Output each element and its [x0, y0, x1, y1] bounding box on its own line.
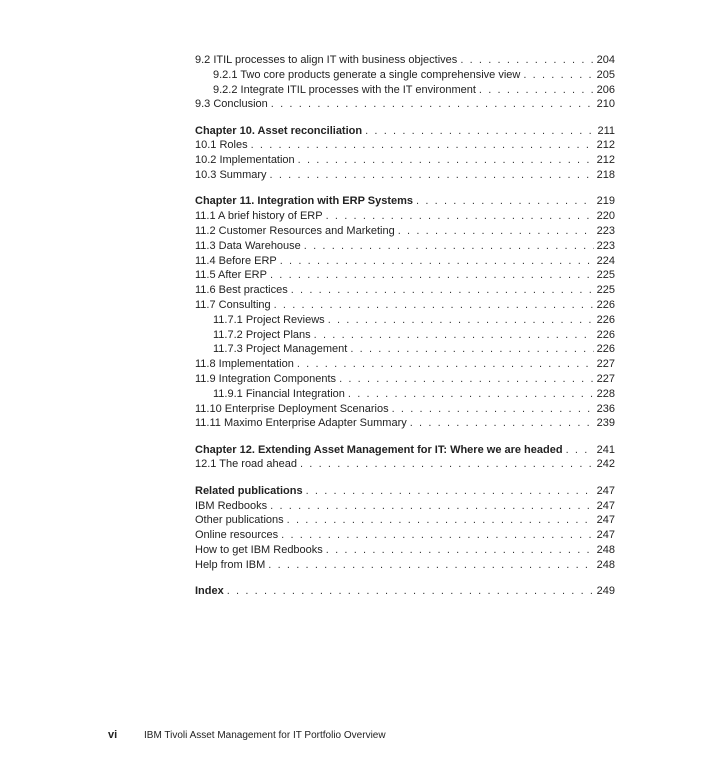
toc-leader-dots [362, 124, 594, 139]
toc-entry-title: 11.7.1 Project Reviews [213, 313, 325, 326]
toc-entry[interactable] [195, 168, 615, 183]
toc-entry-title: 9.3 Conclusion [195, 98, 268, 111]
toc-leader-dots [277, 254, 594, 269]
toc-entry-page: 226 [596, 298, 615, 311]
toc-chapter-entry[interactable] [195, 584, 615, 599]
toc-entry-title: 11.7.2 Project Plans [213, 328, 311, 341]
toc-leader-dots [311, 328, 594, 343]
toc-entry[interactable] [195, 402, 615, 417]
toc-leader-dots [271, 298, 594, 313]
toc-entry-page: 206 [596, 83, 615, 96]
toc-entry-page: 211 [597, 124, 615, 137]
toc-entry-title: Chapter 10. Asset reconciliation [195, 124, 363, 137]
toc-leader-dots [288, 283, 594, 298]
toc-leader-dots [303, 484, 594, 499]
toc-entry[interactable] [195, 83, 615, 98]
toc-entry-page: 228 [596, 387, 615, 400]
toc-entry[interactable] [195, 372, 615, 387]
toc-entry-title: 11.3 Data Warehouse [195, 239, 301, 252]
toc-entry-title: Chapter 12. Extending Asset Management for IT: Where we are headed [195, 443, 563, 456]
toc-entry[interactable] [195, 97, 615, 112]
toc-leader-dots [248, 138, 594, 153]
toc-entry[interactable] [195, 387, 615, 402]
toc-leader-dots [323, 543, 594, 558]
toc-entry[interactable] [195, 138, 615, 153]
toc-entry-title: 11.10 Enterprise Deployment Scenarios [195, 402, 389, 415]
toc-leader-dots [563, 443, 594, 458]
toc-leader-dots [395, 224, 594, 239]
toc-entry-title: How to get IBM Redbooks [195, 543, 323, 556]
toc-entry-page: 249 [596, 585, 615, 597]
toc-entry-page: 241 [596, 443, 615, 456]
toc-entry-page: 247 [596, 484, 615, 497]
toc-leader-dots [457, 53, 593, 68]
book-title: IBM Tivoli Asset Management for IT Portfolio Overview [144, 730, 386, 741]
toc-entry[interactable] [195, 328, 615, 343]
toc-leader-dots [476, 83, 594, 98]
toc-entry[interactable] [195, 313, 615, 328]
toc-entry-title: 9.2.1 Two core products generate a single comprehensive view [213, 68, 521, 81]
toc-entry-title: 11.6 Best practices [195, 284, 288, 297]
toc-entry[interactable] [195, 416, 615, 431]
toc-entry[interactable] [195, 153, 615, 168]
toc-entry-page: 204 [596, 54, 615, 66]
toc-entry-page: 242 [596, 458, 615, 471]
toc-leader-dots [278, 528, 593, 543]
toc-entry-title: Index [195, 585, 224, 597]
toc-entry[interactable] [195, 239, 615, 254]
toc-entry-page: 227 [596, 372, 615, 385]
toc-entry-title: 10.2 Implementation [195, 154, 295, 167]
toc-leader-dots [323, 209, 594, 224]
toc-entry-page: 220 [596, 210, 615, 223]
toc-entry-title: 11.4 Before ERP [195, 254, 277, 267]
toc-leader-dots [389, 402, 594, 417]
toc-entry-page: 247 [596, 499, 615, 512]
toc-chapter-entry[interactable] [195, 124, 615, 139]
toc-entry-page: 212 [596, 139, 615, 152]
toc-entry-page: 236 [596, 402, 615, 415]
toc-entry-title: 11.7.3 Project Management [213, 343, 348, 356]
toc-leader-dots [407, 416, 594, 431]
toc-leader-dots [520, 68, 593, 83]
toc-leader-dots [301, 239, 594, 254]
toc-entry[interactable] [195, 268, 615, 283]
page-number: vi [108, 729, 118, 741]
toc-chapter-entry[interactable] [195, 484, 615, 499]
toc-entry-page: 223 [596, 239, 615, 252]
toc-entry-title: 12.1 The road ahead [195, 458, 297, 471]
toc-entry-title: 11.7 Consulting [195, 298, 271, 311]
toc-entry-page: 225 [596, 269, 615, 282]
toc-entry-title: 11.2 Customer Resources and Marketing [195, 224, 395, 237]
toc-entry[interactable] [195, 558, 615, 573]
toc-entry-title: Related publications [195, 484, 303, 497]
toc-leader-dots [345, 387, 594, 402]
toc-entry-page: 210 [596, 98, 615, 111]
toc-entry-page: 223 [596, 224, 615, 237]
toc-entry[interactable] [195, 254, 615, 269]
toc-entry-page: 239 [596, 417, 615, 430]
toc-entry[interactable] [195, 283, 615, 298]
toc-entry[interactable] [195, 457, 615, 472]
page-footer [108, 729, 386, 741]
toc-entry-page: 212 [596, 154, 615, 167]
toc-entry-title: Chapter 11. Integration with ERP Systems [195, 195, 414, 208]
toc-chapter-entry[interactable] [195, 443, 615, 458]
toc-entry-page: 226 [596, 313, 615, 326]
toc-leader-dots [336, 372, 594, 387]
toc-leader-dots [267, 499, 593, 514]
toc-entry-page: 218 [596, 169, 615, 182]
toc-entry-page: 226 [596, 328, 615, 341]
toc-entry-page: 224 [596, 254, 615, 267]
toc-entry-title: Help from IBM [195, 558, 266, 571]
toc-entry[interactable] [195, 298, 615, 313]
toc-entry-title: 11.9.1 Financial Integration [213, 387, 345, 400]
toc-leader-dots [413, 194, 594, 209]
toc-entry-page: 248 [596, 558, 615, 571]
toc-entry-title: 9.2 ITIL processes to align IT with business objectives [195, 54, 458, 66]
toc-entry-page: 247 [596, 529, 615, 542]
toc-leader-dots [284, 513, 594, 528]
toc-entry-title: 9.2.2 Integrate ITIL processes with the IT environment [213, 83, 476, 96]
toc-chapter-entry[interactable] [195, 194, 615, 209]
toc-entry-title: 11.5 After ERP [195, 269, 267, 282]
toc-leader-dots [267, 168, 594, 183]
toc-entry[interactable] [195, 499, 615, 514]
toc-leader-dots [297, 457, 594, 472]
toc-entry-title: Other publications [195, 514, 284, 527]
toc-leader-dots [347, 342, 593, 357]
toc-entry-title: 11.8 Implementation [195, 358, 294, 371]
toc-entry-page: 219 [596, 195, 615, 208]
toc-leader-dots [268, 97, 594, 112]
toc-entry-page: 247 [596, 514, 615, 527]
toc-entry-title: 11.9 Integration Components [195, 372, 337, 385]
toc-entry-title: 10.3 Summary [195, 169, 267, 182]
toc-entry[interactable] [195, 357, 615, 372]
toc-entry[interactable] [195, 528, 615, 543]
toc-entry[interactable] [195, 543, 615, 558]
toc-entry[interactable] [195, 224, 615, 239]
toc-entry-title: IBM Redbooks [195, 499, 268, 512]
toc-entry-title: Online resources [195, 529, 279, 542]
toc-leader-dots [295, 153, 594, 168]
table-of-contents [195, 53, 615, 599]
toc-entry-page: 248 [596, 543, 615, 556]
toc-entry[interactable] [195, 68, 615, 83]
toc-entry[interactable] [195, 209, 615, 224]
toc-entry[interactable] [195, 342, 615, 357]
toc-leader-dots [224, 584, 594, 599]
toc-entry-title: 10.1 Roles [195, 139, 248, 152]
toc-entry-title: 11.1 A brief history of ERP [195, 210, 323, 223]
toc-entry-page: 227 [596, 358, 615, 371]
toc-entry-title: 11.11 Maximo Enterprise Adapter Summary [195, 417, 407, 430]
toc-entry-page: 226 [596, 343, 615, 356]
toc-leader-dots [294, 357, 594, 372]
toc-entry-page: 225 [596, 284, 615, 297]
toc-entry-page: 205 [596, 68, 615, 81]
toc-leader-dots [265, 558, 593, 573]
toc-entry[interactable] [195, 513, 615, 528]
toc-leader-dots [267, 268, 594, 283]
toc-entry[interactable] [195, 53, 615, 68]
toc-leader-dots [325, 313, 594, 328]
